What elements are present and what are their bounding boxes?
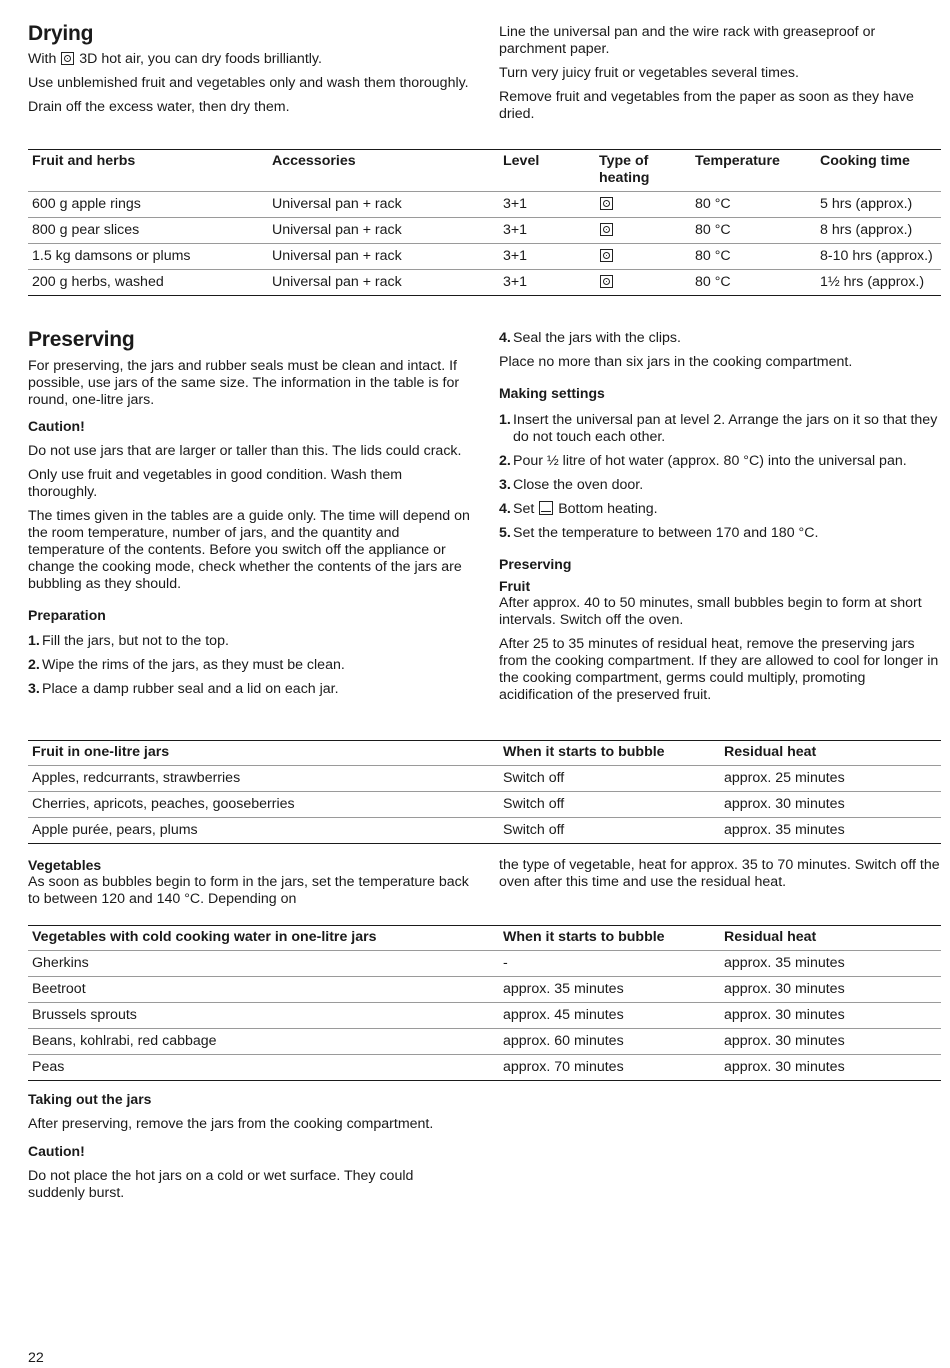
3d-hot-air-icon <box>600 197 613 210</box>
fruit-p1: After approx. 40 to 50 minutes, small bubbles begin to form at short intervals. Switch off the oven. <box>499 595 922 628</box>
table-row: 1.5 kg damsons or plums Universal pan + rack 3+1 80 °C 8-10 hrs (approx.) <box>28 244 941 270</box>
col-header: When it starts to bubble <box>499 741 720 766</box>
taking-out-section <box>28 1091 470 1209</box>
vegetables-left <box>28 857 470 915</box>
3d-hot-air-icon <box>61 52 74 65</box>
fruit-p2: After 25 to 35 minutes of residual heat, remove the preserving jars from the cooking compartment. If they are allowed to cool for longer in the cooking compartment, germs could multiply, promoting acidification of the preserved fruit. <box>499 636 939 703</box>
table-row: Beetroot approx. 35 minutes approx. 30 minutes <box>28 977 941 1003</box>
table-row: 200 g herbs, washed Universal pan + rack 3+1 80 °C 1½ hrs (approx.) <box>28 270 941 296</box>
table-row: Beans, kohlrabi, red cabbage approx. 60 minutes approx. 30 minutes <box>28 1029 941 1055</box>
drying-intro: With 3D hot air, you can dry foods brilliantly. <box>28 51 322 67</box>
3d-hot-air-icon <box>600 249 613 262</box>
caution-p2: Only use fruit and vegetables in good condition. Wash them thoroughly. <box>28 467 403 500</box>
col-header: Temperature <box>691 150 816 192</box>
list-item: 1. Insert the universal pan at level 2. Arrange the jars on it so that they do not touch each other. <box>499 412 938 445</box>
drying-p3: Drain off the excess water, then dry them. <box>28 99 290 115</box>
vegetables-p-left: As soon as bubbles begin to form in the jars, set the temperature back to between 120 and 140 °C. Depending on <box>28 874 469 907</box>
col-header: Residual heat <box>720 741 941 766</box>
fruit-table <box>28 740 941 844</box>
fruit-heading: Fruit <box>499 578 531 594</box>
drying-left <box>28 22 473 123</box>
making-settings-heading: Making settings <box>499 385 605 401</box>
caution-p1: Do not use jars that are larger or taller than this. The lids could crack. <box>28 443 462 459</box>
list-item: 3. Close the oven door. <box>499 477 644 493</box>
col-header: Fruit in one-litre jars <box>28 741 499 766</box>
vegetables-heading: Vegetables <box>28 857 102 873</box>
caution-p3: The times given in the tables are a guide only. The time will depend on the room temperature, number of jars, and the quantity and temperature of the contents. Before you switch off the appliance or change the cooking mode, check whether the contents of the jars are bubbling as they should. <box>28 508 470 592</box>
list-item: 3. Place a damp rubber seal and a lid on each jar. <box>28 681 339 697</box>
veg-table-wrap <box>28 925 941 1081</box>
table-row: Apples, redcurrants, strawberries Switch off approx. 25 minutes <box>28 766 941 792</box>
drying-r3: Remove fruit and vegetables from the paper as soon as they have dried. <box>499 89 914 122</box>
col-header: Vegetables with cold cooking water in one-litre jars <box>28 926 499 951</box>
list-item: 4. Seal the jars with the clips. <box>499 330 681 346</box>
drying-table-wrap <box>28 149 941 296</box>
preserving-subheading: Preserving <box>499 556 572 572</box>
col-header: Fruit and herbs <box>28 150 268 192</box>
col-header: Accessories <box>268 150 499 192</box>
3d-hot-air-icon <box>600 275 613 288</box>
table-row: Peas approx. 70 minutes approx. 30 minutes <box>28 1055 941 1081</box>
list-item: 5. Set the temperature to between 170 and 180 °C. <box>499 525 819 541</box>
taking-out-p: After preserving, remove the jars from the cooking compartment. <box>28 1116 434 1132</box>
caution2-p: Do not place the hot jars on a cold or wet surface. They could suddenly burst. <box>28 1168 414 1201</box>
fruit-table-wrap <box>28 740 941 844</box>
col-header: Residual heat <box>720 926 941 951</box>
table-row: 600 g apple rings Universal pan + rack 3+1 80 °C 5 hrs (approx.) <box>28 192 941 218</box>
fruit-table-header <box>28 741 941 766</box>
caution-heading: Caution! <box>28 418 85 434</box>
preserving-p1: For preserving, the jars and rubber seals must be clean and intact. If possible, use jars of the same size. The information in the table is for round, one-litre jars. <box>28 358 460 408</box>
list-item: 2. Wipe the rims of the jars, as they must be clean. <box>28 657 345 673</box>
drying-table <box>28 149 941 296</box>
preparation-heading: Preparation <box>28 607 106 623</box>
settings-list <box>499 412 941 542</box>
caution2-heading: Caution! <box>28 1143 85 1159</box>
vegetables-p-right: the type of vegetable, heat for approx. 35 to 70 minutes. Switch off the oven after this time and use the residual heat. <box>499 857 940 890</box>
col-header: Cooking time <box>816 150 941 192</box>
table-row: Brussels sprouts approx. 45 minutes approx. 30 minutes <box>28 1003 941 1029</box>
3d-hot-air-icon <box>600 223 613 236</box>
taking-out-heading: Taking out the jars <box>28 1091 152 1107</box>
list-item: 2. Pour ½ litre of hot water (approx. 80 °C) into the universal pan. <box>499 453 907 469</box>
drying-right <box>499 24 939 130</box>
bottom-heating-icon <box>539 501 553 515</box>
col-header: Type of heating <box>595 150 691 192</box>
drying-r1: Line the universal pan and the wire rack with greaseproof or parchment paper. <box>499 24 876 57</box>
col-header: When it starts to bubble <box>499 926 720 951</box>
preserving-left <box>28 328 470 705</box>
drying-p2: Use unblemished fruit and vegetables only and wash them thoroughly. <box>28 75 469 91</box>
page-number: 22 <box>28 1350 44 1366</box>
table-row: 800 g pear slices Universal pan + rack 3+1 80 °C 8 hrs (approx.) <box>28 218 941 244</box>
list-item: 1. Fill the jars, but not to the top. <box>28 633 229 649</box>
six-jars-note: Place no more than six jars in the cooking compartment. <box>499 354 853 370</box>
vegetables-right <box>499 857 941 898</box>
preparation-list <box>28 633 470 698</box>
drying-r2: Turn very juicy fruit or vegetables several times. <box>499 65 799 81</box>
table-row: Apple purée, pears, plums Switch off approx. 35 minutes <box>28 818 941 844</box>
list-item: 4. Set Bottom heating. <box>499 501 658 517</box>
drying-table-header <box>28 150 941 192</box>
col-header: Level <box>499 150 595 192</box>
drying-title: Drying <box>28 22 94 45</box>
veg-table <box>28 925 941 1081</box>
table-row: Cherries, apricots, peaches, gooseberries Switch off approx. 30 minutes <box>28 792 941 818</box>
preparation-list-cont <box>499 330 941 347</box>
preserving-right <box>499 330 941 711</box>
preserving-title: Preserving <box>28 328 135 351</box>
table-row: Gherkins - approx. 35 minutes <box>28 951 941 977</box>
veg-table-header <box>28 926 941 951</box>
